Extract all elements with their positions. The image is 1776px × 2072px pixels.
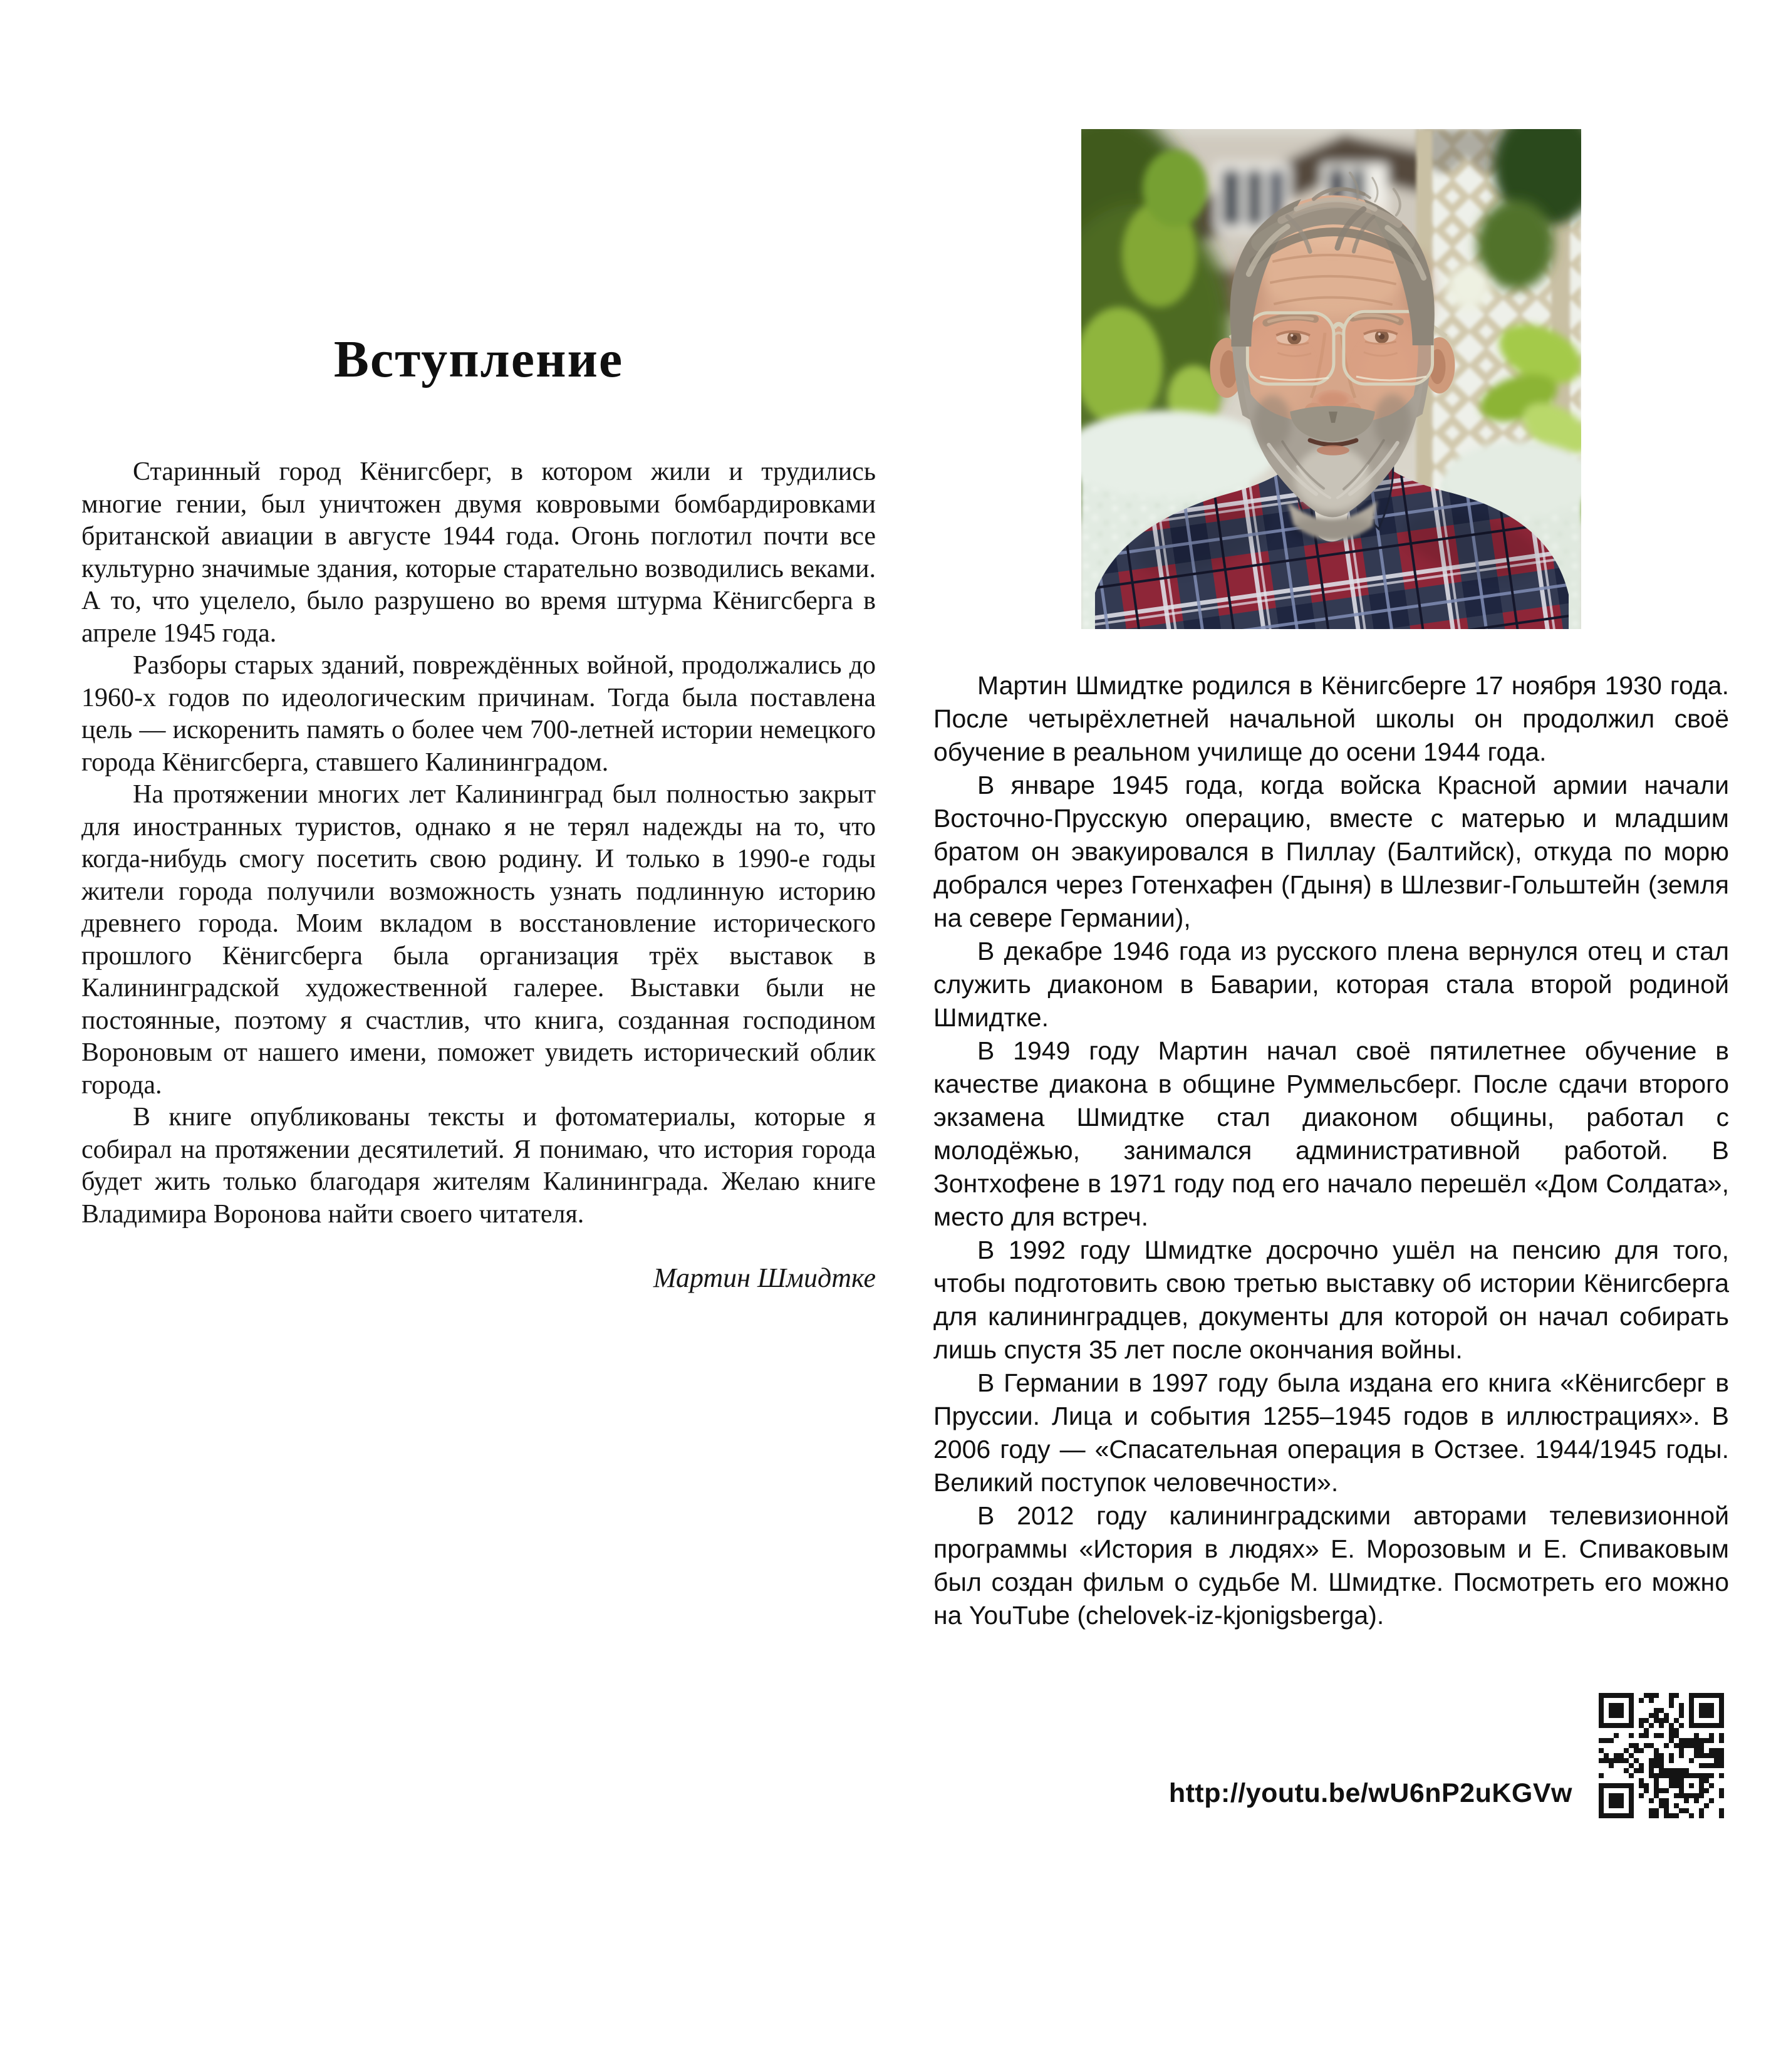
- youtube-url: http://youtu.be/wU6nP2uKGVw: [1168, 1778, 1572, 1808]
- bio-paragraph-7: В 2012 году калининградскими авторами телевизионной программы «История в людях» Е. Морозовым и Е. Спиваковым был создан фильм о судьбе М. Шмидтке. Посмотреть его можно на YouTube (chelovek-iz-kjonigsberga).: [933, 1501, 1729, 1630]
- intro-column: [81, 0, 876, 1292]
- qr-code: [1594, 1688, 1729, 1823]
- bio-paragraph-3: В декабре 1946 года из русского плена вернулся отец и стал служить диаконом в Баварии, которая стала второй родиной Шмидтке.: [933, 937, 1729, 1032]
- signature: Мартин Шмидтке: [653, 1262, 876, 1293]
- intro-paragraph-1: Старинный город Кёнигсберг, в котором жили и трудились многие гении, был уничтожен двумя ковровыми бомбардировками британской авиации в августе 1944 года. Огонь поглотил почти все культурно значимые здания, которые старательно возводились веками. А то, что уцелело, было разрушено во время штурма Кёнигсберга в апреле 1945 года.: [81, 457, 876, 648]
- bio-paragraph-2: В январе 1945 года, когда войска Красной армии начали Восточно-Прусскую операцию, вместе с матерью и младшим братом он эвакуировался в Пиллау (Балтийск), откуда по морю добрался через Готенхафен (Гдыня) в Шлезвиг-Гольштейн (земля на севере Германии),: [933, 771, 1729, 932]
- page-title: Вступление: [333, 330, 624, 388]
- intro-paragraph-4: В книге опубликованы тексты и фотоматериалы, которые я собирал на протяжении десятилетий. Я понимаю, что история города будет жить только благодаря жителям Калининграда. Желаю книге Владимира Воронова найти своего читателя.: [81, 1103, 876, 1229]
- portrait-photo: [1081, 129, 1581, 629]
- intro-paragraph-3: На протяжении многих лет Калининград был полностью закрыт для иностранных туристов, однако я не терял надежды на то, что когда-нибудь смогу посетить свою родину. И только в 1990-е годы жители города получили возможность узнать подлинную историю древнего города. Моим вкладом в восстановление исторического прошлого Кёнигсберга была организация трёх выставок в Калининградской художественной галерее. Выставки были не постоянные, поэтому я счастлив, что книга, созданная господином Вороновым от нашего имени, поможет увидеть исторический облик города.: [81, 780, 876, 1100]
- bio-paragraph-1: Мартин Шмидтке родился в Кёнигсберге 17 ноября 1930 года. После четырёхлетней начальной школы он продолжил своё обучение в реальном училище до осени 1944 года.: [933, 671, 1729, 766]
- intro-text: [81, 456, 876, 1231]
- bio-column: [933, 0, 1729, 1632]
- bio-paragraph-5: В 1992 году Шмидтке досрочно ушёл на пенсию для того, чтобы подготовить свою третью выставку об истории Кёнигсберга для калининградцев, документы для которой он начал собирать лишь спустя 35 лет после окончания войны.: [933, 1236, 1729, 1364]
- bio-paragraph-6: В Германии в 1997 году была издана его книга «Кёнигсберг в Пруссии. Лица и события 1255–1945 годов в иллюстрациях». В 2006 году — «Спасательная операция в Остзее. 1944/1945 годы. Великий поступок человечности».: [933, 1368, 1729, 1497]
- bio-paragraph-4: В 1949 году Мартин начал своё пятилетнее обучение в качестве диакона в общине Руммельсберг. После сдачи второго экзамена Шмидтке стал диаконом общины, работал с молодёжью, занимался административной работой. В Зонтхофене в 1971 году под его начало перешёл «Дом Солдата», место для встреч.: [933, 1036, 1729, 1231]
- portrait-illustration: [1081, 129, 1581, 629]
- bio-text: [933, 669, 1729, 1632]
- video-link-block: [933, 1688, 1729, 1823]
- intro-paragraph-2: Разборы старых зданий, повреждённых войной, продолжались до 1960-х годов по идеологическим причинам. Тогда была поставлена цель — искоренить память о более чем 700-летней истории немецкого города Кёнигсберга, ставшего Калининградом.: [81, 651, 876, 777]
